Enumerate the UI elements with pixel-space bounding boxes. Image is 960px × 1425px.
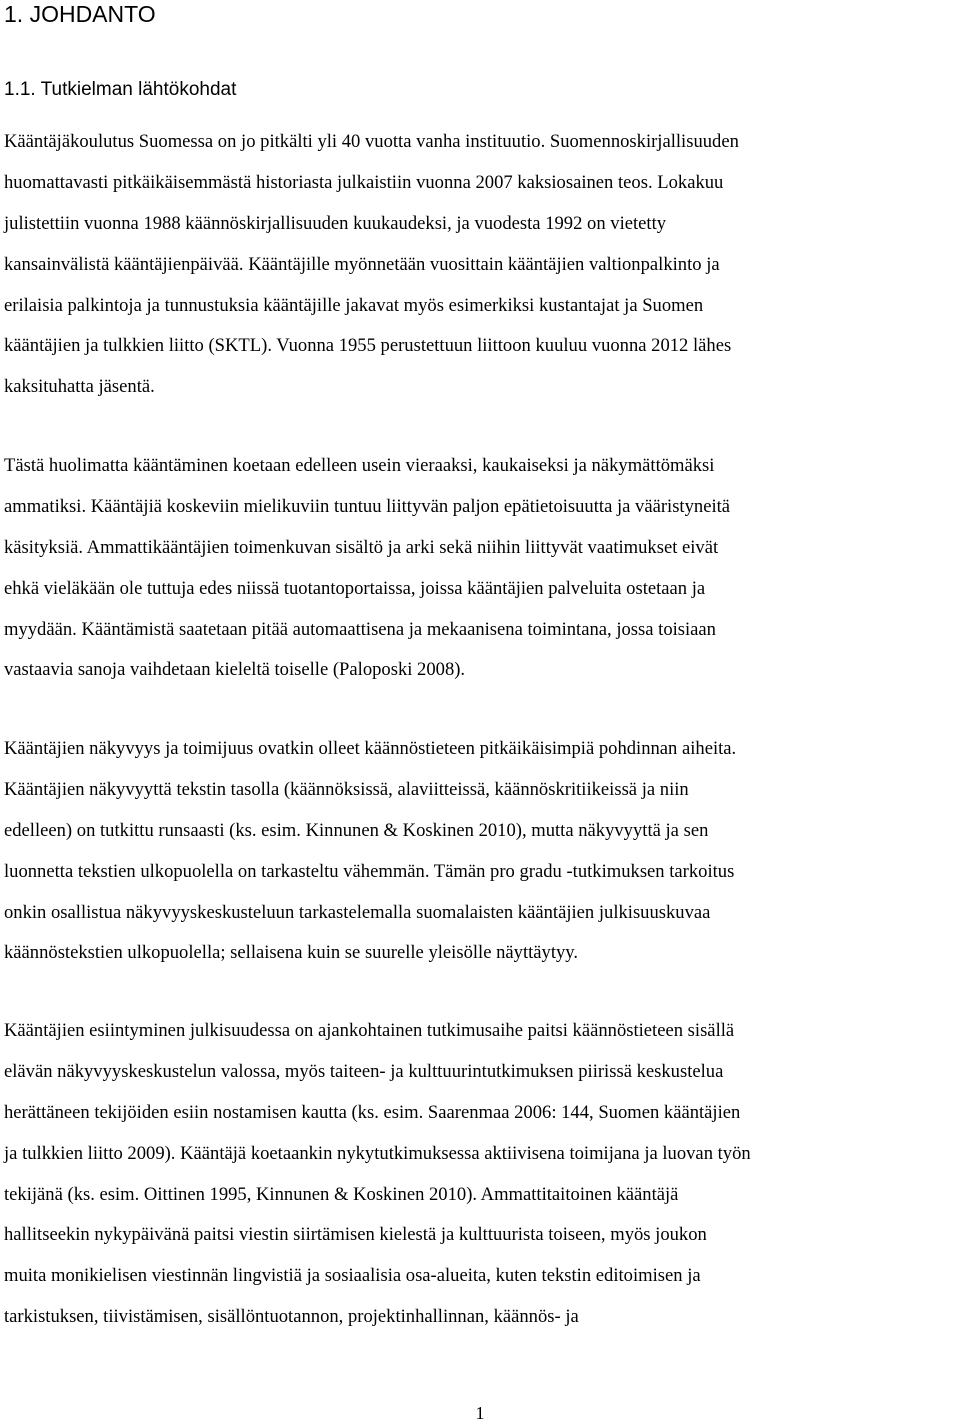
paragraph-line: julistettiin vuonna 1988 käännöskirjallisuuden kuukaudeksi, ja vuodesta 1992 on vietetty <box>4 212 667 234</box>
paragraph-3 <box>4 729 960 974</box>
paragraph-line: kaksituhatta jäsentä. <box>4 376 155 398</box>
paragraph-line: tarkistuksen, tiivistämisen, sisällöntuotannon, projektinhallinnan, käännös- ja <box>4 1306 579 1328</box>
paragraph-line: edelleen) on tutkittu runsaasti (ks. esim. Kinnunen & Koskinen 2010), mutta näkyvyyttä ja sen <box>4 819 709 841</box>
paragraph-1 <box>4 122 960 408</box>
paragraph-line: Kääntäjien näkyvyyttä tekstin tasolla (käännöksissä, alaviitteissä, käännöskritiikeissä ja niin <box>4 778 689 800</box>
paragraph-line: hallitseekin nykypäivänä paitsi viestin siirtämisen kielestä ja kulttuurista toiseen, myös joukon <box>4 1224 707 1246</box>
paragraph-2 <box>4 446 960 691</box>
paragraph-line: onkin osallistua näkyvyyskeskusteluun tarkastelemalla suomalaisten kääntäjien julkisuuskuvaa <box>4 901 711 923</box>
paragraph-line: erilaisia palkintoja ja tunnustuksia kääntäjille jakavat myös esimerkiksi kustantajat ja Suomen <box>4 294 704 316</box>
paragraph-line: käännöstekstien ulkopuolella; sellaisena kuin se suurelle yleisölle näyttäytyy. <box>4 942 579 964</box>
paragraph-line: Kääntäjien näkyvyys ja toimijuus ovatkin olleet käännöstieteen pitkäikäisimpiä pohdinnan aiheita. <box>4 738 737 759</box>
paragraph-line: luonnetta tekstien ulkopuolella on tarkasteltu vähemmän. Tämän pro gradu -tutkimuksen tarkoitus <box>4 860 735 882</box>
section-heading: 1.1. Tutkielman lähtökohdat <box>4 79 237 100</box>
paragraph-line: Kääntäjäkoulutus Suomessa on jo pitkälti yli 40 vuotta vanha instituutio. Suomennoskirjallisuuden <box>4 131 739 152</box>
paragraph-line: ammatiksi. Kääntäjiä koskeviin mielikuviin tuntuu liittyvän paljon epätietoisuutta ja vääristyneitä <box>4 495 731 517</box>
paragraph-line: Tästä huolimatta kääntäminen koetaan edelleen usein vieraaksi, kaukaiseksi ja näkymättömäksi <box>4 455 715 476</box>
paragraph-line: Kääntäjien esiintyminen julkisuudessa on ajankohtainen tutkimusaihe paitsi käännöstieteen sisällä <box>4 1020 735 1041</box>
paragraph-line: vastaavia sanoja vaihdetaan kieleltä toiselle (Paloposki 2008). <box>4 659 466 681</box>
paragraph-line: ja tulkkien liitto 2009). Kääntäjä koetaankin nykytutkimuksessa aktiivisena toimijana ja luovan työn <box>4 1142 751 1164</box>
paragraph-line: kääntäjien ja tulkkien liitto (SKTL). Vuonna 1955 perustettuun liittoon kuuluu vuonna 2012 lähes <box>4 335 732 357</box>
paragraph-line: tekijänä (ks. esim. Oittinen 1995, Kinnunen & Koskinen 2010). Ammattitaitoinen kääntäjä <box>4 1183 679 1205</box>
chapter-heading: 1. JOHDANTO <box>4 1 156 27</box>
paragraph-line: ehkä vieläkään ole tuttuja edes niissä tuotantoportaissa, joissa kääntäjien palveluita ostetaan ja <box>4 577 706 599</box>
paragraph-line: elävän näkyvyyskeskustelun valossa, myös taiteen- ja kulttuurintutkimuksen piirissä keskustelua <box>4 1060 724 1082</box>
page-number: 1 <box>475 1403 485 1423</box>
paragraph-line: kansainvälistä kääntäjienpäivää. Kääntäjille myönnetään vuosittain kääntäjien valtionpalkinto ja <box>4 253 720 275</box>
paragraph-line: muita monikielisen viestinnän lingvistiä ja sosiaalisia osa-alueita, kuten tekstin editoimisen ja <box>4 1265 701 1287</box>
paragraph-4 <box>4 1011 960 1338</box>
paragraph-line: käsityksiä. Ammattikääntäjien toimenkuvan sisältö ja arki sekä niihin liittyvät vaatimukset eivät <box>4 536 719 558</box>
paragraph-line: myydään. Kääntämistä saatetaan pitää automaattisena ja mekaanisena toimintana, jossa toisiaan <box>4 618 716 640</box>
paragraph-line: huomattavasti pitkäikäisemmästä historiasta julkaistiin vuonna 2007 kaksiosainen teos. Lokakuu <box>4 171 724 193</box>
paragraph-line: herättäneen tekijöiden esiin nostamisen kautta (ks. esim. Saarenmaa 2006: 144, Suomen kääntäjien <box>4 1101 741 1123</box>
